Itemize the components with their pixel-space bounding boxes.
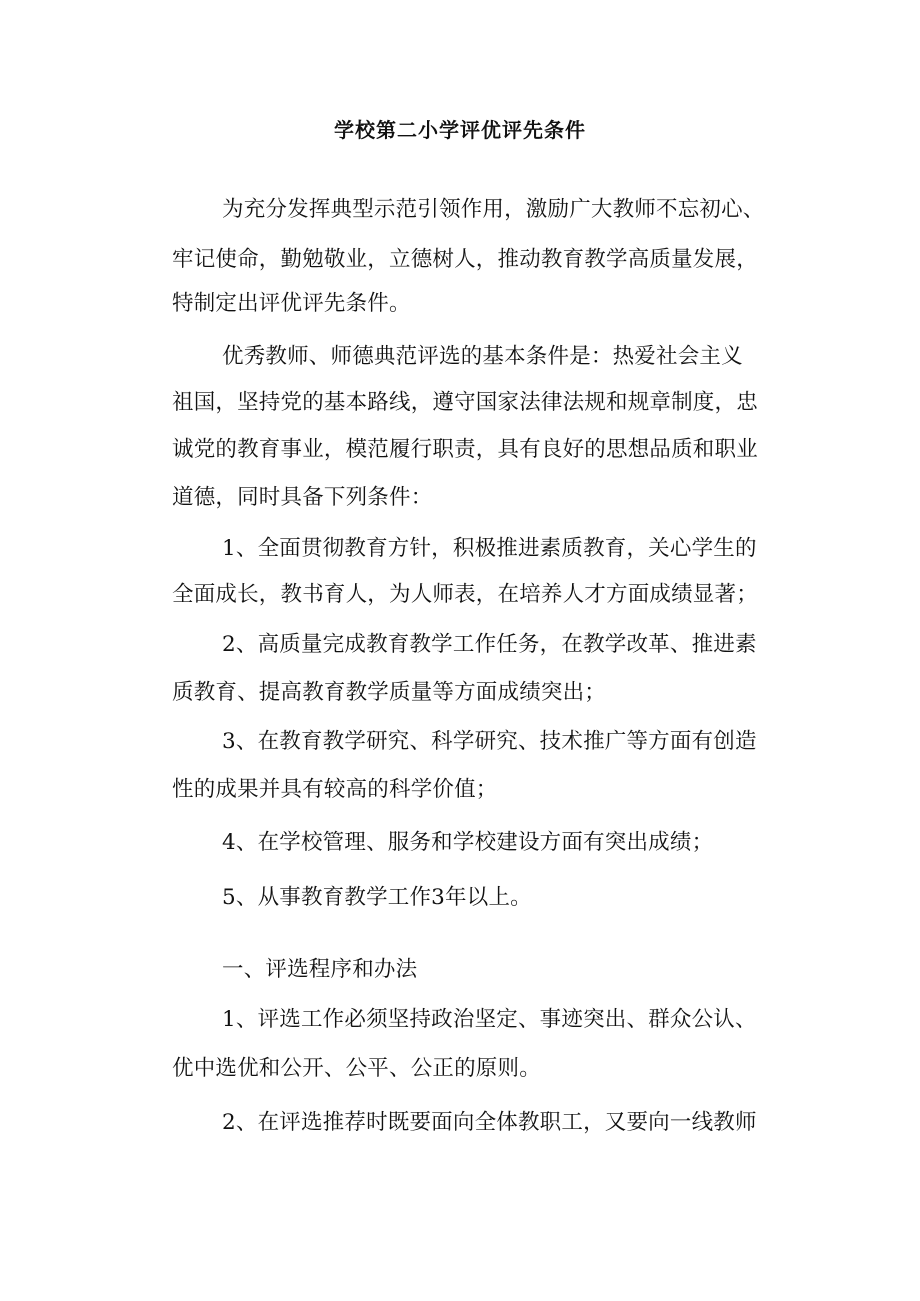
condition-line: 1、全面贯彻教育方针，积极推进素质教育，关心学生的	[222, 536, 757, 561]
paragraph-line: 牢记使命，勤勉敬业，立德树人，推动教育教学高质量发展，	[172, 247, 758, 272]
section-heading: 一、评选程序和办法	[222, 957, 418, 982]
condition-line: 3、在教育教学研究、科学研究、技术推广等方面有创造	[222, 729, 757, 754]
condition-line: 性的成果并具有较高的科学价值；	[172, 777, 498, 802]
procedure-line: 1、评选工作必须坚持政治坚定、事迹突出、群众公认、	[222, 1007, 757, 1032]
paragraph-line: 特制定出评优评先条件。	[172, 291, 411, 316]
paragraph-line: 道德，同时具备下列条件：	[172, 485, 433, 510]
procedure-line: 2、在评选推荐时既要面向全体教职工，又要向一线教师	[222, 1110, 757, 1135]
procedure-line: 优中选优和公开、公平、公正的原则。	[172, 1056, 541, 1081]
document-title: 学校第二小学评优评先条件	[334, 118, 586, 142]
condition-line: 全面成长，教书育人，为人师表，在培养人才方面成绩显著；	[172, 582, 758, 607]
condition-line: 2、高质量完成教育教学工作任务，在教学改革、推进素	[222, 632, 757, 657]
condition-line: 质教育、提高教育教学质量等方面成绩突出；	[172, 680, 607, 705]
condition-line: 5、从事教育教学工作3年以上。	[222, 885, 532, 910]
condition-line: 4、在学校管理、服务和学校建设方面有突出成绩；	[222, 830, 714, 855]
paragraph-line: 诚党的教育事业，模范履行职责，具有良好的思想品质和职业	[172, 437, 758, 462]
paragraph-line: 优秀教师、师德典范评选的基本条件是：热爱社会主义	[222, 344, 743, 369]
paragraph-line: 为充分发挥典型示范引领作用，激励广大教师不忘初心、	[222, 197, 765, 222]
paragraph-line: 祖国，坚持党的基本路线，遵守国家法律法规和规章制度，忠	[172, 390, 758, 415]
